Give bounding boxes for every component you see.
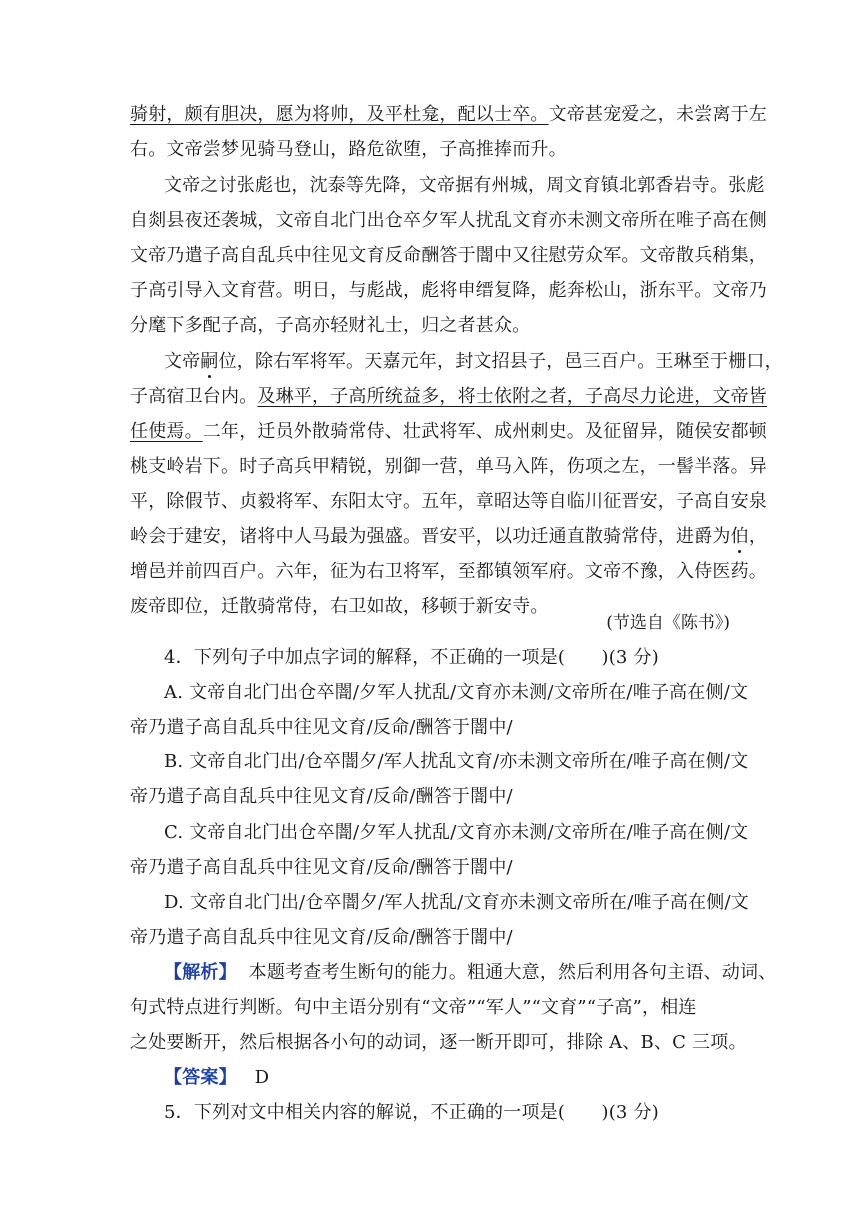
question-4-stem: 4．下列句子中加点字词的解释，不正确的一项是( )(3 分): [164, 647, 659, 668]
passage-line: [130, 420, 767, 444]
passage-line: [130, 525, 767, 549]
answer-line: [164, 1066, 269, 1090]
option-b-line: B. 文帝自北门出/仓卒闇夕/军人扰乱文育/亦未测文帝所在/唯子高在侧/文: [164, 751, 749, 772]
analysis-tag: 【解析】: [164, 962, 237, 983]
passage-line: 文帝乃遣子高自乱兵中往见文育反命酬答于闇中又往慰劳众军。文帝散兵稍集，: [130, 245, 767, 266]
dotted-character: 嗣: [200, 351, 219, 372]
analysis-line: 之处要断开，然后根据各小句的动词，逐一断开即可，排除 A、B、C 三项。: [130, 1032, 747, 1053]
source-citation: (节选自《陈书》): [606, 613, 730, 633]
passage-text: 二年，迁员外散骑常侍、壮武将军、成州刺史。及征留异，随侯安都顿: [202, 421, 768, 442]
passage-line: [130, 385, 767, 409]
analysis-line: 句式特点进行判断。句中主语分别有“文帝”“军人”“文育”“子高”，相连: [130, 997, 697, 1018]
passage-line: 文帝之讨张彪也，沈泰等先降，文帝据有州城，周文育镇北郭香岩寺。张彪: [164, 175, 765, 196]
dotted-character: 伯: [730, 526, 749, 547]
passage-text: ，: [748, 526, 768, 547]
passage-line: 废帝即位，迁散骑常侍，右卫如故，移顿于新安寺。: [130, 596, 549, 617]
passage-line: [164, 350, 783, 374]
answer-tag: 【答案】: [164, 1067, 237, 1088]
passage-text: 文帝: [164, 351, 201, 372]
underlined-sentence: 骑射，颇有胆决，愿为将帅，及平杜龛，配以士卒。: [130, 104, 549, 125]
answer-value: D: [254, 1067, 270, 1088]
question-5-stem: 5．下列对文中相关内容的解说，不正确的一项是( )(3 分): [164, 1102, 659, 1123]
passage-line: [130, 103, 767, 127]
passage-line: 平，除假节、贞毅将军、东阳太守。五年，章昭达等自临川征晋安，子高自安泉: [130, 491, 767, 512]
underlined-sentence: 任使焉。: [130, 421, 203, 442]
passage-text: 岭会于建安，诸将中人马最为强盛。晋安平，以功迁通直散骑常侍，进爵为: [130, 526, 731, 547]
passage-line: 右。文帝尝梦见骑马登山，路危欲堕，子高推捧而升。: [130, 139, 567, 160]
option-d-line: D. 文帝自北门出/仓卒闇夕/军人扰乱/文育亦未测文帝所在/唯子高在侧/文: [164, 892, 749, 913]
option-c-line: C. 文帝自北门出仓卒闇/夕军人扰乱/文育亦未测/文帝所在/唯子高在侧/文: [164, 822, 749, 843]
passage-text: 位，除右军将军。天嘉元年，封文招县子，邑三百户。王琳至于栅口，: [218, 351, 783, 372]
passage-text: 文帝甚宠爱之，未尝离于左: [548, 104, 768, 125]
option-b-line: 帝乃遣子高自乱兵中往见文育/反命/酬答于闇中/: [130, 786, 513, 807]
passage-line: 子高引导入文育营。明日，与彪战，彪将申缙复降，彪奔松山，浙东平。文帝乃: [130, 280, 767, 301]
underlined-sentence: 及琳平，子高所统益多，将士依附之者，子高尽力论进，文帝皆: [257, 386, 768, 407]
analysis-text: 本题考查考生断句的能力。粗通大意，然后利用各句主语、动词、: [248, 962, 777, 983]
passage-line: 桃支岭岩下。时子高兵甲精锐，别御一营，单马入阵，伤项之左，一髻半落。异: [130, 456, 767, 477]
analysis-line: [164, 961, 776, 985]
passage-line: 增邑并前四百户。六年，征为右卫将军，至都镇领军府。文帝不豫，入侍医药。: [130, 561, 767, 582]
passage-text: 子高宿卫台内。: [130, 386, 258, 407]
option-a-line: 帝乃遣子高自乱兵中往见文育/反命/酬答于闇中/: [130, 717, 513, 738]
option-c-line: 帝乃遣子高自乱兵中往见文育/反命/酬答于闇中/: [130, 857, 513, 878]
passage-line: 自剡县夜还袭城，文帝自北门出仓卒夕军人扰乱文育亦未测文帝所在唯子高在侧: [130, 210, 767, 231]
option-d-line: 帝乃遣子高自乱兵中往见文育/反命/酬答于闇中/: [130, 927, 513, 948]
option-a-line: A. 文帝自北门出仓卒闇/夕军人扰乱/文育亦未测/文帝所在/唯子高在侧/文: [164, 682, 749, 703]
passage-line: 分麾下多配子高，子高亦轻财礼士，归之者甚众。: [130, 315, 531, 336]
